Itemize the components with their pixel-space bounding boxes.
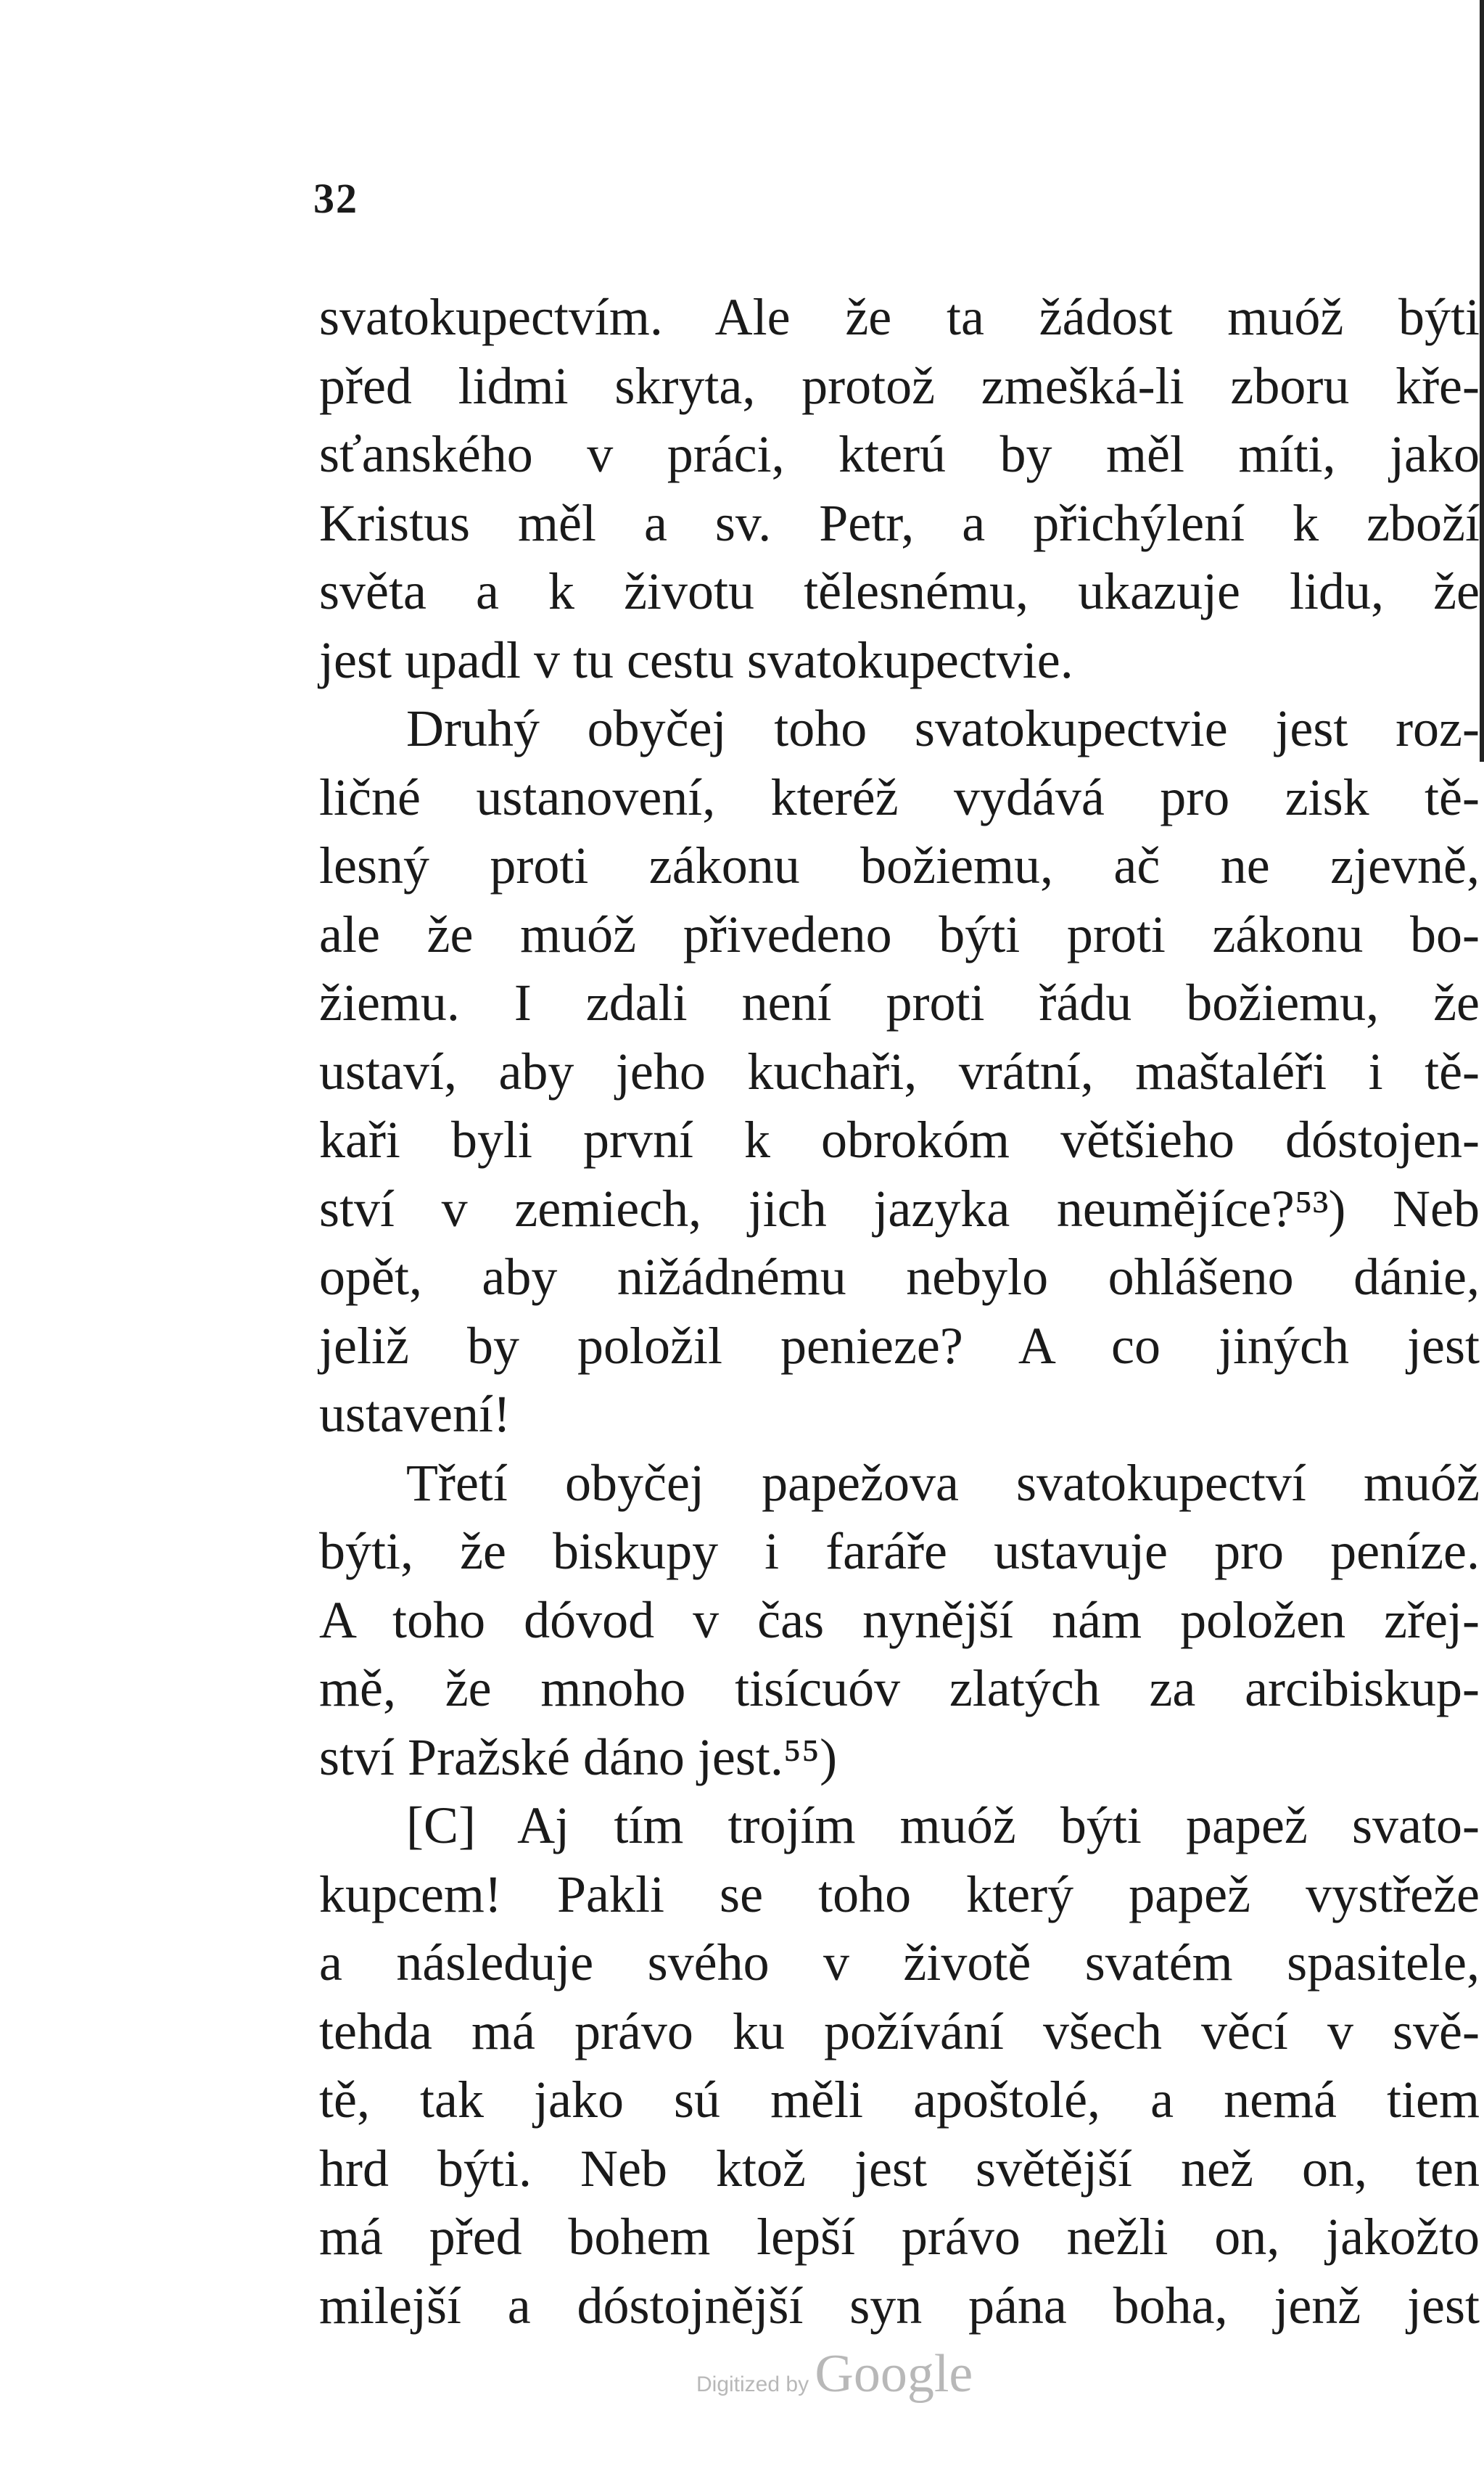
text-line: ství Pražské dáno jest.⁵⁵) [319, 1727, 838, 1786]
text-line: ličné ustanovení, kteréž vydává pro zisk tě- [319, 768, 1480, 826]
text-line: ale že muóž přivedeno býti proti zákonu bo- [319, 905, 1480, 963]
text-line: tehda má právo ku požívání všech věcí v svě- [319, 2002, 1480, 2060]
text-line: má před bohem lepší právo nežli on, jakožto [319, 2208, 1480, 2266]
text-line: Třetí obyčej papežova svatokupectví muóž [406, 1453, 1480, 1512]
text-line: kupcem! Pakli se toho který papež vystřeže [319, 1865, 1480, 1923]
text-line: před lidmi skryta, protož zmešká-li zboru kře- [319, 356, 1480, 415]
text-line: hrd býti. Neb ktož jest světější než on, ten [319, 2139, 1480, 2198]
text-line: mě, že mnoho tisícuóv zlatých za arcibiskup- [319, 1659, 1480, 1717]
text-line: A toho dóvod v čas nynější nám položen zřej- [319, 1590, 1480, 1649]
text-line: tě, tak jako sú měli apoštolé, a nemá tiem [319, 2071, 1480, 2129]
watermark-prefix: Digitized by [696, 2372, 815, 2396]
text-line: svatokupectvím. Ale že ta žádost muóž býti [319, 288, 1480, 346]
text-line: ustavení! [319, 1385, 511, 1443]
text-line: milejší a dóstojnější syn pána boha, jenž jest [319, 2276, 1480, 2335]
watermark-brand: Google [815, 2344, 973, 2404]
text-line: [C] Aj tím trojím muóž býti papež svato- [406, 1796, 1480, 1854]
text-line: opět, aby nižádnému nebylo ohlášeno dánie, [319, 1248, 1480, 1306]
text-line: býti, že biskupy i faráře ustavuje pro peníze. [319, 1522, 1480, 1580]
text-line: jest upadl v tu cestu svatokupectvie. [319, 630, 1073, 689]
text-line: jeliž by položil penieze? A co jiných jest [319, 1316, 1480, 1375]
text-line: žiemu. I zdali není proti řádu božiemu, že [319, 974, 1480, 1032]
page-number: 32 [313, 175, 358, 222]
text-line: ustaví, aby jeho kuchaři, vrátní, maštaléři i tě- [319, 1042, 1480, 1101]
text-line: kaři byli první k obrokóm většieho dóstojen- [319, 1111, 1480, 1169]
text-line: ství v zemiech, jich jazyka neumějíce?⁵³) Neb [319, 1179, 1480, 1238]
body-text [319, 283, 1480, 2340]
text-line: sťanského v práci, kterú by měl míti, jako [319, 425, 1480, 483]
text-line: světa a k životu tělesnému, ukazuje lidu, že [319, 562, 1480, 620]
digitization-watermark [696, 2343, 973, 2405]
text-line: lesný proti zákonu božiemu, ač ne zjevně, [319, 837, 1480, 895]
text-line: Kristus měl a sv. Petr, a přichýlení k zboží [319, 493, 1480, 552]
text-line: Druhý obyčej toho svatokupectvie jest roz- [406, 699, 1480, 757]
text-line: a následuje svého v životě svatém spasitele, [319, 1933, 1480, 1992]
page-edge-shadow [1480, 0, 1484, 762]
